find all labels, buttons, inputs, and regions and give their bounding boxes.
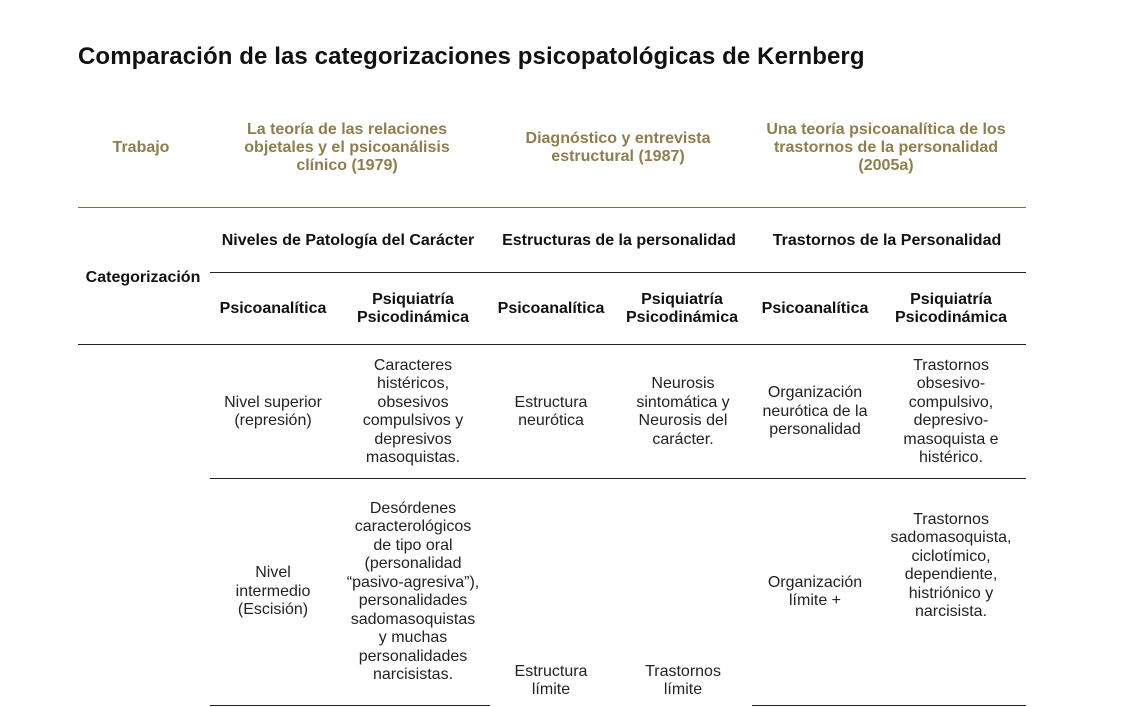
row2-c2 — [340, 486, 486, 698]
sub-psiquiatria-1 — [340, 290, 486, 328]
work-2005 — [752, 118, 1020, 178]
row2-c3-text: Estructura límite — [514, 662, 588, 698]
sub-psiquiatria-3-text: Psiquiatría Psicodinámica — [894, 291, 1008, 326]
row1-c6-text: Trastornos obsesivo-compulsivo, depresivo-masoquista e histérico. — [903, 356, 999, 466]
row2-c2-text: Desórdenes caracterológicos de tipo oral (personalidad “pasivo-agresiva”), personalidades sadomasoquistas y muchas personalidades narcisistas. — [346, 499, 480, 683]
work-2005-text: Una teoría psicoanalítica de los trastornos de la personalidad (2005a) — [766, 121, 1006, 174]
row1-rule — [210, 478, 1026, 479]
row1-c4 — [614, 352, 752, 472]
row1-c5-text: Organización neurótica de la personalidad — [762, 384, 868, 439]
group-trastornos: Trastornos de la Personalidad — [772, 232, 1002, 249]
row1-c2 — [340, 352, 486, 472]
page-title: Comparación de las categorizaciones psicopatológicas de Kernberg — [78, 43, 865, 70]
work-1979-text: La teoría de las relaciones objetales y el psicoanálisis clínico (1979) — [244, 121, 450, 174]
work-1979 — [212, 118, 482, 178]
row1-c5 — [752, 352, 878, 472]
row2-c6 — [880, 486, 1022, 646]
group-rule — [210, 272, 1026, 273]
row1-c3 — [490, 352, 612, 472]
work-1987-text: Diagnóstico y entrevista estructural (1987) — [525, 130, 711, 165]
row1-c1 — [210, 352, 336, 472]
sub-psicoanalitica-2: Psicoanalítica — [497, 300, 605, 317]
row2-rule-left — [210, 705, 490, 706]
row1-c2-text: Caracteres histéricos, obsesivos compulsivos y depresivos masoquistas. — [362, 356, 464, 466]
row2-c4 — [614, 660, 752, 702]
row2-c5 — [752, 486, 878, 698]
group-estructuras: Estructuras de la personalidad — [502, 232, 736, 249]
row2-c5-text: Organización límite + — [767, 573, 863, 609]
row2-c1-text: Nivel intermedio (Escisión) — [235, 564, 311, 619]
row1-c1-text: Nivel superior (represión) — [224, 393, 322, 429]
sub-psicoanalitica-3: Psicoanalítica — [761, 300, 869, 317]
row1-c6 — [880, 352, 1022, 472]
sub-psiquiatria-2 — [614, 290, 750, 328]
subheader-rule — [78, 344, 1026, 345]
group-niveles: Niveles de Patología del Carácter — [221, 232, 475, 249]
sub-psicoanalitica-1: Psicoanalítica — [219, 300, 327, 317]
row1-c3-text: Estructura neurótica — [514, 393, 588, 429]
row2-c4-text: Trastornos límite — [645, 662, 721, 698]
row2-rule-right — [752, 705, 1026, 706]
row2-c1 — [210, 486, 336, 698]
work-1987 — [492, 118, 744, 178]
row2-c3 — [490, 660, 612, 702]
row1-c4-text: Neurosis sintomática y Neurosis del carácter. — [636, 375, 730, 448]
sub-psiquiatria-1-text: Psiquiatría Psicodinámica — [356, 291, 470, 326]
trabajo-label: Trabajo — [112, 139, 170, 156]
row2-c6-text: Trastornos sadomasoquista, ciclotímico, dependiente, histriónico y narcisista. — [890, 510, 1012, 620]
categorization-label: Categorización — [85, 269, 201, 286]
header-rule — [78, 207, 1026, 208]
sub-psiquiatria-3 — [880, 290, 1022, 328]
sub-psiquiatria-2-text: Psiquiatría Psicodinámica — [625, 291, 739, 326]
